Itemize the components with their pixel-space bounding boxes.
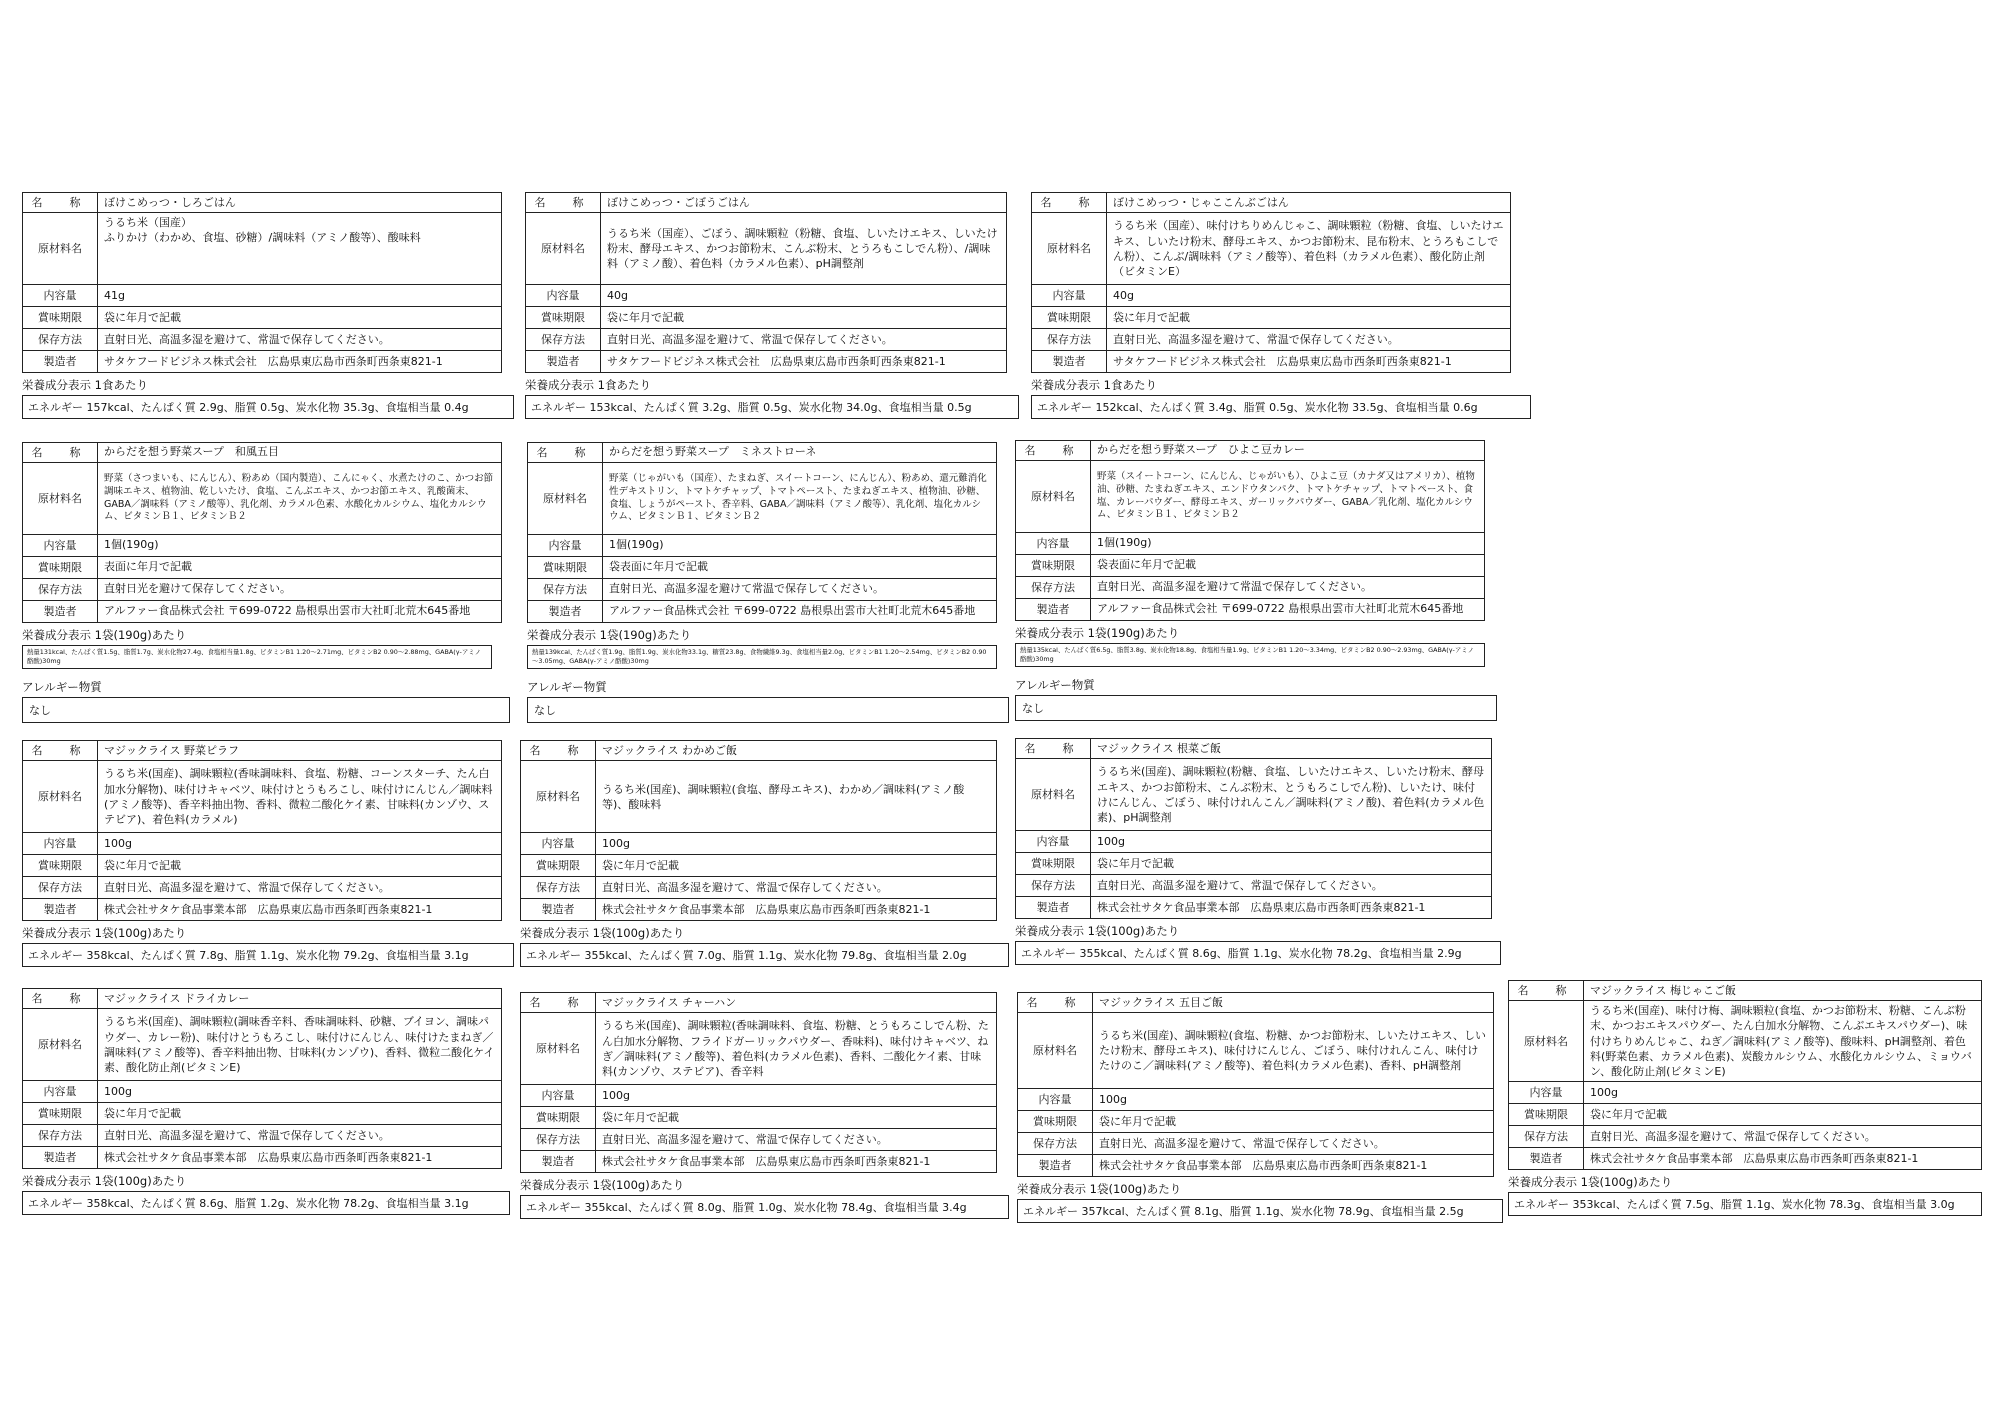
- nutrition-title: 栄養成分表示 1袋(100g)あたり: [520, 1178, 685, 1193]
- name-label: 名 称: [1016, 739, 1091, 759]
- maker-label: 製造者: [23, 601, 98, 623]
- name-label: 名 称: [23, 443, 98, 463]
- expiry-label: 賞味期限: [1509, 1104, 1584, 1126]
- name-label: 名 称: [1018, 993, 1093, 1013]
- content-label: 内容量: [23, 285, 98, 307]
- label-card-chahan: [520, 992, 997, 1219]
- info-table: [520, 740, 997, 921]
- name-label: 名 称: [1032, 193, 1107, 213]
- expiry-value: 袋に年月で記載: [596, 1107, 997, 1129]
- maker-value: アルファー食品株式会社 〒699-0722 島根県出雲市大社町北荒木645番地: [98, 601, 502, 623]
- content-value: 100g: [596, 833, 997, 855]
- label-card-ume-jako-gohan: [1508, 980, 1982, 1216]
- storage-value: 直射日光、高温多湿を避けて、常温で保存してください。: [1093, 1133, 1494, 1155]
- ingredients-value: うるち米(国産)、調味顆粒(香味調味料、食塩、粉糖、コーンスターチ、たん白加水分解物)、味付けキャベツ、味付けとうもろこし、味付けにんじん／調味料(アミノ酸等)、香辛料抽出物、香料、微粒二酸化ケイ素、甘味料(カンゾウ、ステビア)、着色料(カラメル): [98, 761, 502, 833]
- maker-value: 株式会社サタケ食品事業本部 広島県東広島市西条町西条東821-1: [1584, 1148, 1982, 1170]
- storage-label: 保存方法: [521, 877, 596, 899]
- expiry-label: 賞味期限: [528, 557, 603, 579]
- nutrition-values: エネルギー 353kcal、たんぱく質 7.5g、脂質 1.1g、炭水化物 78.3g、食塩相当量 3.0g: [1508, 1192, 1982, 1216]
- ingredients-value: 野菜（スイートコーン、にんじん、じゃがいも）、ひよこ豆（カナダ又はアメリカ）、植物油、砂糖、たまねぎエキス、エンドウタンパク、トマトケチャップ、トマトペースト、食塩、カレーパウダー、酵母エキス、ガーリックパウダー、GABA／乳化剤、塩化カルシウム、ビタミンＢ１、ビタミンＢ２: [1091, 461, 1485, 533]
- expiry-label: 賞味期限: [521, 855, 596, 877]
- maker-label: 製造者: [1018, 1155, 1093, 1177]
- ingredients-label: 原材料名: [23, 213, 98, 285]
- info-table: [525, 192, 1007, 373]
- maker-label: 製造者: [1509, 1148, 1584, 1170]
- content-label: 内容量: [23, 535, 98, 557]
- storage-value: 直射日光、高温多湿を避けて、常温で保存してください。: [98, 877, 502, 899]
- expiry-label: 賞味期限: [1016, 555, 1091, 577]
- storage-label: 保存方法: [528, 579, 603, 601]
- label-card-minestrone: [527, 442, 997, 723]
- allergy-title: アレルギー物質: [1015, 678, 1095, 693]
- expiry-label: 賞味期限: [1018, 1111, 1093, 1133]
- ingredients-label: 原材料名: [1016, 759, 1091, 831]
- allergy-title: アレルギー物質: [22, 680, 102, 695]
- storage-label: 保存方法: [521, 1129, 596, 1151]
- content-label: 内容量: [1032, 285, 1107, 307]
- expiry-value: 袋に年月で記載: [596, 855, 997, 877]
- content-value: 100g: [1091, 831, 1492, 853]
- ingredients-value: うるち米(国産)、調味顆粒(香味調味料、食塩、粉糖、とうもろこしでん粉、たん白加水分解物、フライドガーリックパウダー、香味料)、味付けキャベツ、ねぎ／調味料(アミノ酸等)、着色料(カラメル色素)、香料、二酸化ケイ素、甘味料(カンゾウ、ステビア)、香辛料: [596, 1013, 997, 1085]
- nutrition-values: 熱量131kcal、たんぱく質1.5g、脂質1.7g、炭水化物27.4g、食塩相当量1.8g、ビタミンB1 1.20～2.71mg、ビタミンB2 0.90～2.88mg、GABA(γ-アミノ酪酸)30mg: [22, 645, 492, 669]
- nutrition-title: 栄養成分表示 1袋(100g)あたり: [22, 926, 187, 941]
- nutrition-values: エネルギー 355kcal、たんぱく質 8.6g、脂質 1.1g、炭水化物 78.2g、食塩相当量 2.9g: [1015, 941, 1501, 965]
- label-card-gomoku-gohan: [1017, 992, 1494, 1223]
- ingredients-label: 原材料名: [526, 213, 601, 285]
- expiry-label: 賞味期限: [23, 855, 98, 877]
- product-name: ぼけこめっつ・ごぼうごはん: [601, 193, 1007, 213]
- expiry-value: 袋に年月で記載: [98, 855, 502, 877]
- ingredients-value: うるち米（国産） ふりかけ（わかめ、食塩、砂糖）/調味料（アミノ酸等）、酸味料: [98, 213, 502, 285]
- storage-label: 保存方法: [23, 579, 98, 601]
- name-label: 名 称: [526, 193, 601, 213]
- ingredients-value: うるち米(国産)、調味顆粒(食塩、酵母エキス)、わかめ／調味料(アミノ酸等)、酸味料: [596, 761, 997, 833]
- storage-label: 保存方法: [1509, 1126, 1584, 1148]
- storage-value: 直射日光、高温多湿を避けて、常温で保存してください。: [1584, 1126, 1982, 1148]
- storage-label: 保存方法: [23, 1125, 98, 1147]
- product-name: マジックライス ドライカレー: [98, 989, 502, 1009]
- nutrition-title: 栄養成分表示 1食あたり: [1031, 378, 1157, 393]
- maker-label: 製造者: [23, 351, 98, 373]
- nutrition-title: 栄養成分表示 1食あたり: [525, 378, 651, 393]
- ingredients-label: 原材料名: [23, 1009, 98, 1081]
- name-label: 名 称: [521, 993, 596, 1013]
- expiry-label: 賞味期限: [1032, 307, 1107, 329]
- label-card-jako-konbu-gohan: [1031, 192, 1511, 419]
- product-name: マジックライス 根菜ご飯: [1091, 739, 1492, 759]
- ingredients-value: うるち米(国産)、調味顆粒(食塩、粉糖、かつお節粉末、しいたけエキス、しいたけ粉末、酵母エキス)、味付けにんじん、ごぼう、味付けれんこん、味付けたけのこ／調味料(アミノ酸等)、着色料(カラメル色素)、香料、pH調整剤: [1093, 1013, 1494, 1089]
- nutrition-values: エネルギー 357kcal、たんぱく質 8.1g、脂質 1.1g、炭水化物 78.9g、食塩相当量 2.5g: [1017, 1199, 1503, 1223]
- nutrition-title: 栄養成分表示 1袋(190g)あたり: [1015, 626, 1180, 641]
- storage-value: 直射日光、高温多湿を避けて、常温で保存してください。: [98, 329, 502, 351]
- ingredients-value: うるち米（国産）、ごぼう、調味顆粒（粉糖、食塩、しいたけエキス、しいたけ粉末、酵母エキス、かつお節粉末、こんぶ粉末、とうろもこしでん粉）、/調味料（アミノ酸）、着色料（カラメル色素）、pH調整剤: [601, 213, 1007, 285]
- content-label: 内容量: [521, 1085, 596, 1107]
- name-label: 名 称: [521, 741, 596, 761]
- content-label: 内容量: [1016, 533, 1091, 555]
- maker-value: アルファー食品株式会社 〒699-0722 島根県出雲市大社町北荒木645番地: [603, 601, 997, 623]
- info-table: [1015, 738, 1492, 919]
- storage-label: 保存方法: [23, 877, 98, 899]
- allergy-value: なし: [1015, 695, 1497, 721]
- storage-label: 保存方法: [526, 329, 601, 351]
- nutrition-values: 熱量139kcal、たんぱく質1.9g、脂質1.9g、炭水化物33.1g、糖質23.8g、食物繊維9.3g、食塩相当量2.0g、ビタミンB1 1.20～2.54mg、ビタミンB2 0.90～3.05mg、GABA(γ-アミノ酪酸)30mg: [527, 645, 997, 669]
- expiry-label: 賞味期限: [23, 557, 98, 579]
- info-table: [520, 992, 997, 1173]
- content-value: 1個(190g): [98, 535, 502, 557]
- ingredients-value: うるち米（国産）、味付けちりめんじゃこ、調味顆粒（粉糖、食塩、しいたけエキス、しいたけ粉末、酵母エキス、かつお節粉末、昆布粉末、とうろもこしでん粉）、こんぶ/調味料（アミノ酸等）、着色料（カラメル色素）、酸化防止剤（ビタミンE）: [1107, 213, 1511, 285]
- product-name: マジックライス わかめご飯: [596, 741, 997, 761]
- ingredients-label: 原材料名: [521, 761, 596, 833]
- expiry-value: 袋に年月で記載: [98, 1103, 502, 1125]
- content-value: 41g: [98, 285, 502, 307]
- maker-label: 製造者: [23, 899, 98, 921]
- expiry-value: 袋表面に年月で記載: [1091, 555, 1485, 577]
- ingredients-value: うるち米(国産)、味付け梅、調味顆粒(食塩、かつお節粉末、粉糖、こんぶ粉末、かつおエキスパウダー、たん白加水分解物、こんぶエキスパウダー)、味付けちりめんじゃこ、ねぎ／調味料(アミノ酸等)、酸味料、pH調整剤、着色料(野菜色素、カラメル色素)、炭酸カルシウム、水酸化カルシウム、ミョウバン、酸化防止剤(ビタミンE): [1584, 1001, 1982, 1082]
- expiry-label: 賞味期限: [526, 307, 601, 329]
- content-value: 1個(190g): [603, 535, 997, 557]
- label-card-yasai-pilaf: [22, 740, 502, 967]
- content-label: 内容量: [528, 535, 603, 557]
- label-card-hiyokomame-curry: [1015, 440, 1485, 721]
- name-label: 名 称: [23, 741, 98, 761]
- nutrition-values: エネルギー 358kcal、たんぱく質 7.8g、脂質 1.1g、炭水化物 79.2g、食塩相当量 3.1g: [22, 943, 514, 967]
- nutrition-title: 栄養成分表示 1食あたり: [22, 378, 148, 393]
- allergy-value: なし: [22, 697, 510, 723]
- info-table: [527, 442, 997, 623]
- maker-value: 株式会社サタケ食品事業本部 広島県東広島市西条町西条東821-1: [1091, 897, 1492, 919]
- nutrition-title: 栄養成分表示 1袋(100g)あたり: [22, 1174, 187, 1189]
- label-card-wafu-gomoku: [22, 442, 502, 723]
- maker-value: 株式会社サタケ食品事業本部 広島県東広島市西条町西条東821-1: [98, 899, 502, 921]
- ingredients-label: 原材料名: [528, 463, 603, 535]
- product-name: マジックライス 五目ご飯: [1093, 993, 1494, 1013]
- maker-value: 株式会社サタケ食品事業本部 広島県東広島市西条町西条東821-1: [1093, 1155, 1494, 1177]
- nutrition-values: エネルギー 152kcal、たんぱく質 3.4g、脂質 0.5g、炭水化物 33.5g、食塩相当量 0.6g: [1031, 395, 1531, 419]
- info-table: [22, 192, 502, 373]
- maker-label: 製造者: [1032, 351, 1107, 373]
- content-value: 100g: [1093, 1089, 1494, 1111]
- info-table: [22, 988, 502, 1169]
- content-value: 100g: [98, 833, 502, 855]
- content-value: 100g: [1584, 1082, 1982, 1104]
- storage-value: 直射日光、高温多湿を避けて、常温で保存してください。: [596, 877, 997, 899]
- storage-label: 保存方法: [1016, 875, 1091, 897]
- storage-value: 直射日光、高温多湿を避けて、常温で保存してください。: [601, 329, 1007, 351]
- ingredients-value: 野菜（じゃがいも（国産）、たまねぎ、スイートコーン、にんじん）、粉あめ、還元難消化性デキストリン、トマトケチャップ、トマトペースト、たまねぎエキス、植物油、砂糖、食塩、しょうがペースト、香辛料、GABA／調味料（アミノ酸等）、乳化剤、塩化カルシウム、ビタミンＢ１、ビタミンＢ２: [603, 463, 997, 535]
- storage-value: 直射日光、高温多湿を避けて常温で保存してください。: [603, 579, 997, 601]
- name-label: 名 称: [528, 443, 603, 463]
- maker-value: アルファー食品株式会社 〒699-0722 島根県出雲市大社町北荒木645番地: [1091, 599, 1485, 621]
- product-name: マジックライス チャーハン: [596, 993, 997, 1013]
- content-label: 内容量: [1018, 1089, 1093, 1111]
- ingredients-value: うるち米(国産)、調味顆粒(粉糖、食塩、しいたけエキス、しいたけ粉末、酵母エキス、かつお節粉末、こんぶ粉末、とうもろこしでん粉)、しいたけ、味付けにんじん、ごぼう、味付けれんこん／調味料(アミノ酸)、着色料(カラメル色素)、pH調整剤: [1091, 759, 1492, 831]
- label-card-konsai-gohan: [1015, 738, 1492, 965]
- info-table: [1017, 992, 1494, 1177]
- maker-value: サタケフードビジネス株式会社 広島県東広島市西条町西条東821-1: [98, 351, 502, 373]
- storage-value: 直射日光、高温多湿を避けて常温で保存してください。: [1091, 577, 1485, 599]
- nutrition-values: エネルギー 157kcal、たんぱく質 2.9g、脂質 0.5g、炭水化物 35.3g、食塩相当量 0.4g: [22, 395, 514, 419]
- nutrition-title: 栄養成分表示 1袋(100g)あたり: [520, 926, 685, 941]
- maker-label: 製造者: [1016, 599, 1091, 621]
- name-label: 名 称: [1509, 981, 1584, 1001]
- storage-label: 保存方法: [23, 329, 98, 351]
- product-name: ぼけこめっつ・じゃここんぶごはん: [1107, 193, 1511, 213]
- storage-label: 保存方法: [1016, 577, 1091, 599]
- maker-label: 製造者: [23, 1147, 98, 1169]
- maker-value: サタケフードビジネス株式会社 広島県東広島市西条町西条東821-1: [601, 351, 1007, 373]
- expiry-label: 賞味期限: [23, 307, 98, 329]
- nutrition-values: エネルギー 153kcal、たんぱく質 3.2g、脂質 0.5g、炭水化物 34.0g、食塩相当量 0.5g: [525, 395, 1019, 419]
- content-label: 内容量: [23, 1081, 98, 1103]
- info-table: [22, 740, 502, 921]
- expiry-value: 袋に年月で記載: [601, 307, 1007, 329]
- content-value: 100g: [98, 1081, 502, 1103]
- product-name: ぼけこめっつ・しろごはん: [98, 193, 502, 213]
- name-label: 名 称: [23, 989, 98, 1009]
- ingredients-label: 原材料名: [1016, 461, 1091, 533]
- product-name: マジックライス 梅じゃこご飯: [1584, 981, 1982, 1001]
- name-label: 名 称: [1016, 441, 1091, 461]
- maker-label: 製造者: [521, 899, 596, 921]
- storage-value: 直射日光、高温多湿を避けて、常温で保存してください。: [1107, 329, 1511, 351]
- content-value: 1個(190g): [1091, 533, 1485, 555]
- nutrition-title: 栄養成分表示 1袋(190g)あたり: [527, 628, 692, 643]
- content-value: 100g: [596, 1085, 997, 1107]
- product-name: からだを想う野菜スープ ミネストローネ: [603, 443, 997, 463]
- ingredients-label: 原材料名: [23, 761, 98, 833]
- storage-label: 保存方法: [1018, 1133, 1093, 1155]
- nutrition-values: エネルギー 358kcal、たんぱく質 8.6g、脂質 1.2g、炭水化物 78.2g、食塩相当量 3.1g: [22, 1191, 510, 1215]
- maker-value: 株式会社サタケ食品事業本部 広島県東広島市西条町西条東821-1: [596, 1151, 997, 1173]
- ingredients-label: 原材料名: [23, 463, 98, 535]
- nutrition-title: 栄養成分表示 1袋(100g)あたり: [1508, 1175, 1673, 1190]
- maker-label: 製造者: [528, 601, 603, 623]
- ingredients-label: 原材料名: [1509, 1001, 1584, 1082]
- maker-label: 製造者: [521, 1151, 596, 1173]
- content-label: 内容量: [23, 833, 98, 855]
- storage-value: 直射日光、高温多湿を避けて、常温で保存してください。: [596, 1129, 997, 1151]
- maker-label: 製造者: [526, 351, 601, 373]
- info-table: [1015, 440, 1485, 621]
- content-value: 40g: [1107, 285, 1511, 307]
- info-table: [1508, 980, 1982, 1170]
- expiry-value: 袋に年月で記載: [1584, 1104, 1982, 1126]
- expiry-label: 賞味期限: [23, 1103, 98, 1125]
- maker-value: 株式会社サタケ食品事業本部 広島県東広島市西条町西条東821-1: [596, 899, 997, 921]
- expiry-label: 賞味期限: [521, 1107, 596, 1129]
- ingredients-value: 野菜（さつまいも、にんじん）、粉あめ（国内製造）、こんにゃく、水煮たけのこ、かつお節調味エキス、植物油、乾しいたけ、食塩、こんぶエキス、かつお節エキス、乳酸菌末、GABA／調味料（アミノ酸等）、乳化剤、カラメル色素、水酸化カルシウム、塩化カルシウム、ビタミンＢ１、ビタミンＢ２: [98, 463, 502, 535]
- ingredients-value: うるち米(国産)、調味顆粒(調味香辛料、香味調味料、砂糖、ブイヨン、調味パウダー、カレー粉)、味付けとうもろこし、味付けにんじん、味付けたまねぎ／調味料(アミノ酸等)、香辛料抽出物、甘味料(カンゾウ)、香料、微粒二酸化ケイ素、酸化防止剤(ビタミンE): [98, 1009, 502, 1081]
- expiry-value: 袋に年月で記載: [1091, 853, 1492, 875]
- info-table: [22, 442, 502, 623]
- maker-value: 株式会社サタケ食品事業本部 広島県東広島市西条町西条東821-1: [98, 1147, 502, 1169]
- content-label: 内容量: [1509, 1082, 1584, 1104]
- product-name: マジックライス 野菜ピラフ: [98, 741, 502, 761]
- ingredients-label: 原材料名: [521, 1013, 596, 1085]
- nutrition-title: 栄養成分表示 1袋(190g)あたり: [22, 628, 187, 643]
- nutrition-title: 栄養成分表示 1袋(100g)あたり: [1015, 924, 1180, 939]
- name-label: 名 称: [23, 193, 98, 213]
- expiry-value: 袋に年月で記載: [1107, 307, 1511, 329]
- content-value: 40g: [601, 285, 1007, 307]
- storage-value: 直射日光を避けて保存してください。: [98, 579, 502, 601]
- label-card-shiro-gohan: [22, 192, 502, 419]
- label-card-wakame-gohan: [520, 740, 997, 967]
- expiry-value: 袋に年月で記載: [98, 307, 502, 329]
- content-label: 内容量: [526, 285, 601, 307]
- ingredients-label: 原材料名: [1018, 1013, 1093, 1089]
- storage-value: 直射日光、高温多湿を避けて、常温で保存してください。: [1091, 875, 1492, 897]
- label-card-gobou-gohan: [525, 192, 1007, 419]
- expiry-value: 袋表面に年月で記載: [603, 557, 997, 579]
- label-card-dry-curry: [22, 988, 502, 1215]
- expiry-label: 賞味期限: [1016, 853, 1091, 875]
- nutrition-values: エネルギー 355kcal、たんぱく質 8.0g、脂質 1.0g、炭水化物 78.4g、食塩相当量 3.4g: [520, 1195, 1009, 1219]
- product-name: からだを想う野菜スープ 和風五目: [98, 443, 502, 463]
- allergy-title: アレルギー物質: [527, 680, 607, 695]
- allergy-value: なし: [527, 697, 1009, 723]
- maker-label: 製造者: [1016, 897, 1091, 919]
- content-label: 内容量: [1016, 831, 1091, 853]
- nutrition-title: 栄養成分表示 1袋(100g)あたり: [1017, 1182, 1182, 1197]
- storage-label: 保存方法: [1032, 329, 1107, 351]
- storage-value: 直射日光、高温多湿を避けて、常温で保存してください。: [98, 1125, 502, 1147]
- info-table: [1031, 192, 1511, 373]
- maker-value: サタケフードビジネス株式会社 広島県東広島市西条町西条東821-1: [1107, 351, 1511, 373]
- nutrition-values: エネルギー 355kcal、たんぱく質 7.0g、脂質 1.1g、炭水化物 79.8g、食塩相当量 2.0g: [520, 943, 1009, 967]
- expiry-value: 袋に年月で記載: [1093, 1111, 1494, 1133]
- nutrition-values: 熱量135kcal、たんぱく質6.5g、脂質3.8g、炭水化物18.8g、食塩相当量1.9g、ビタミンB1 1.20～3.34mg、ビタミンB2 0.90～2.93mg、GABA(γ-アミノ酪酸)30mg: [1015, 643, 1485, 667]
- content-label: 内容量: [521, 833, 596, 855]
- product-name: からだを想う野菜スープ ひよこ豆カレー: [1091, 441, 1485, 461]
- expiry-value: 表面に年月で記載: [98, 557, 502, 579]
- ingredients-label: 原材料名: [1032, 213, 1107, 285]
